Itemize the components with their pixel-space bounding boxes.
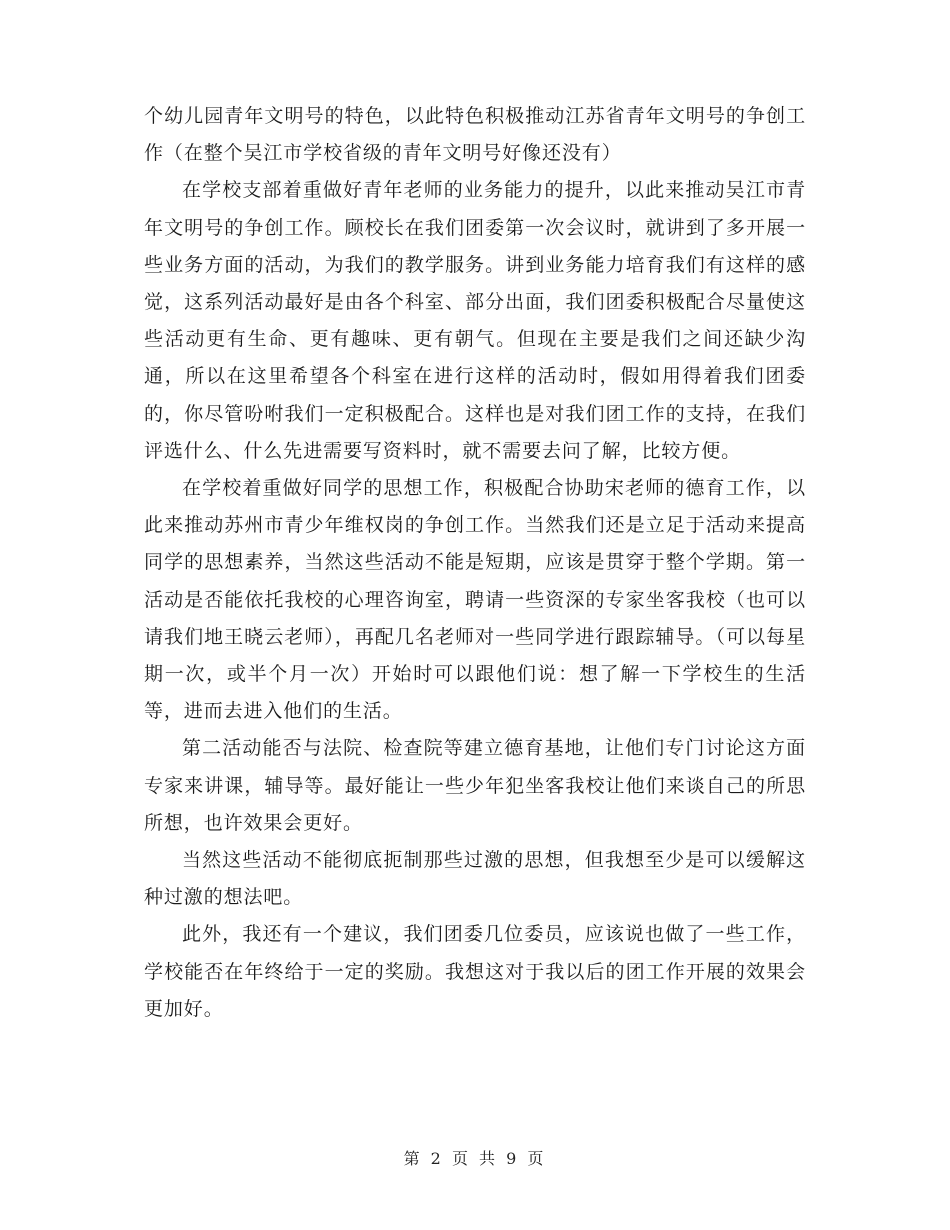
paragraph-4: 第二活动能否与法院、检查院等建立德育基地，让他们专门讨论这方面专家来讲课，辅导等。最好能让一些少年犯坐客我校让他们来谈自己的所思所想，也许效果会更好。 bbox=[144, 737, 806, 834]
paragraph-3: 在学校着重做好同学的思想工作，积极配合协助宋老师的德育工作，以此来推动苏州市青少年维权岗的争创工作。当然我们还是立足于活动来提高同学的思想素养，当然这些活动不能是短期，应该是贯穿于整个学期。第一活动是否能依托我校的心理咨询室，聘请一些资深的专家坐客我校（也可以请我们地王晓云老师），再配几名老师对一些同学进行跟踪辅导。（可以每星期一次，或半个月一次）开始时可以跟他们说：想了解一下学校生的生活等，进而去进入他们的生活。 bbox=[144, 477, 806, 723]
document-body bbox=[144, 98, 806, 1028]
paragraph-6: 此外，我还有一个建议，我们团委几位委员，应该说也做了一些工作，学校能否在年终给于一定的奖励。我想这对于我以后的团工作开展的效果会更加好。 bbox=[144, 923, 806, 1020]
paragraph-1: 个幼儿园青年文明号的特色，以此特色积极推动江苏省青年文明号的争创工作（在整个吴江市学校省级的青年文明号好像还没有） bbox=[144, 105, 806, 165]
page-number-footer: 第 2 页 共 9 页 bbox=[403, 1149, 547, 1168]
paragraph-5: 当然这些活动不能彻底扼制那些过激的思想，但我想至少是可以缓解这种过激的想法吧。 bbox=[144, 849, 806, 909]
paragraph-2: 在学校支部着重做好青年老师的业务能力的提升，以此来推动吴江市青年文明号的争创工作。顾校长在我们团委第一次会议时，就讲到了多开展一些业务方面的活动，为我们的教学服务。讲到业务能力培育我们有这样的感觉，这系列活动最好是由各个科室、部分出面，我们团委积极配合尽量使这些活动更有生命、更有趣味、更有朝气。但现在主要是我们之间还缺少沟通，所以在这里希望各个科室在进行这样的活动时，假如用得着我们团委的，你尽管吩咐我们一定积极配合。这样也是对我们团工作的支持，在我们评选什么、什么先进需要写资料时，就不需要去问了解，比较方便。 bbox=[144, 179, 806, 462]
